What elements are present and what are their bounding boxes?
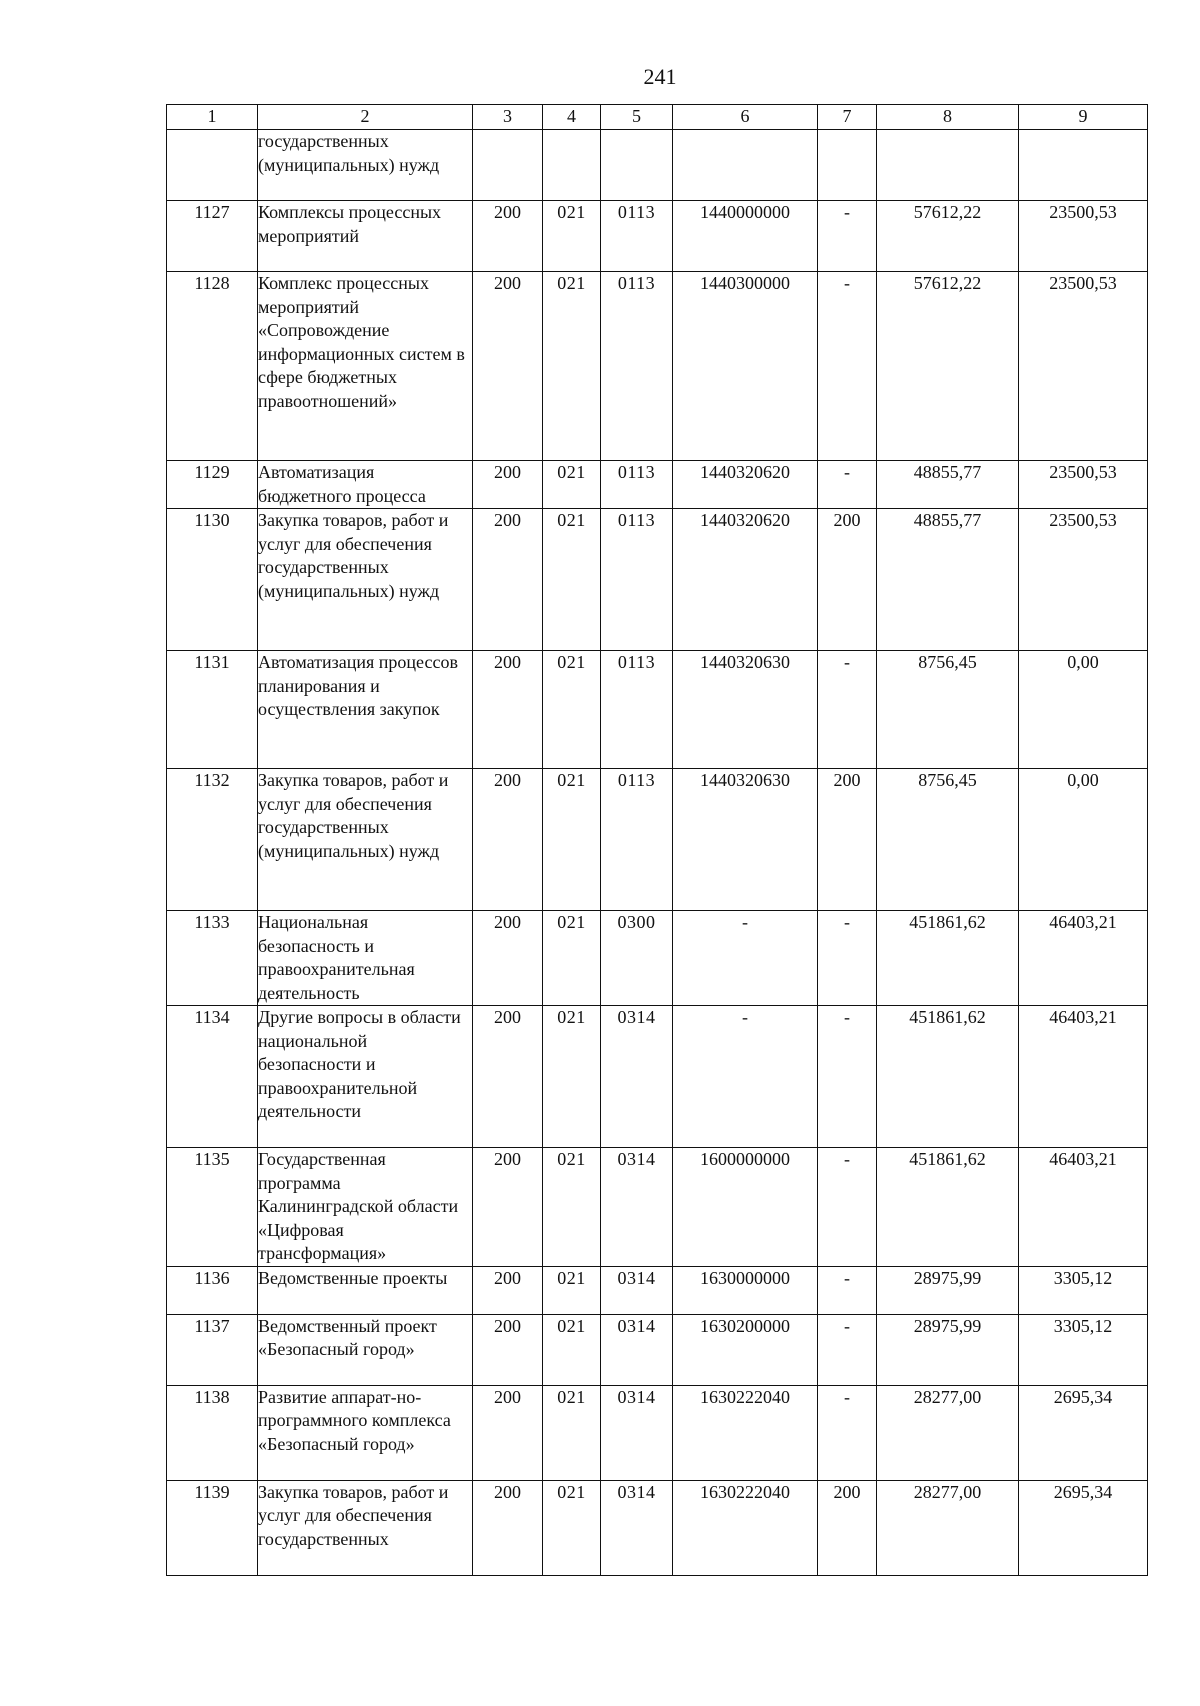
row-number-cell: 1127	[167, 201, 258, 272]
code-cell: -	[818, 1006, 877, 1148]
code-cell: 021	[543, 1385, 601, 1480]
code-cell: 200	[473, 1314, 543, 1385]
code-cell	[543, 130, 601, 201]
amount-cell: 28975,99	[877, 1266, 1019, 1314]
code-cell: 200	[473, 769, 543, 911]
code-cell: 0314	[601, 1480, 673, 1575]
code-cell: 021	[543, 769, 601, 911]
table-row	[167, 1148, 1148, 1267]
amount-cell	[877, 130, 1019, 201]
code-cell: 200	[473, 1266, 543, 1314]
description-cell: Комплексы процессных мероприятий	[258, 201, 473, 272]
code-cell: 1600000000	[673, 1148, 818, 1267]
code-cell	[673, 130, 818, 201]
header-cell: 1	[167, 105, 258, 130]
amount-cell: 48855,77	[877, 509, 1019, 651]
code-cell: 0113	[601, 509, 673, 651]
code-cell	[818, 130, 877, 201]
amount-cell: 23500,53	[1019, 509, 1148, 651]
code-cell: -	[818, 272, 877, 461]
row-number-cell: 1135	[167, 1148, 258, 1267]
code-cell: 021	[543, 461, 601, 509]
row-number-cell: 1133	[167, 911, 258, 1006]
description-cell: Автоматизация процессов планирования и осуществления закупок	[258, 651, 473, 769]
row-number-cell: 1130	[167, 509, 258, 651]
code-cell: 1440320620	[673, 461, 818, 509]
code-cell: 200	[473, 1385, 543, 1480]
description-cell: Комплекс процессных мероприятий «Сопровождение информационных систем в сфере бюджетных правоотношений»	[258, 272, 473, 461]
code-cell: 021	[543, 651, 601, 769]
description-cell: Закупка товаров, работ и услуг для обеспечения государственных (муниципальных) нужд	[258, 509, 473, 651]
table-row	[167, 1266, 1148, 1314]
description-cell: Ведомственный проект «Безопасный город»	[258, 1314, 473, 1385]
code-cell: 021	[543, 1266, 601, 1314]
code-cell: 200	[473, 272, 543, 461]
table-row	[167, 769, 1148, 911]
amount-cell: 8756,45	[877, 651, 1019, 769]
header-cell: 3	[473, 105, 543, 130]
code-cell: 1630200000	[673, 1314, 818, 1385]
code-cell: -	[818, 1148, 877, 1267]
header-cell: 4	[543, 105, 601, 130]
table-row	[167, 130, 1148, 201]
row-number-cell: 1128	[167, 272, 258, 461]
amount-cell: 23500,53	[1019, 272, 1148, 461]
code-cell: 200	[473, 509, 543, 651]
code-cell	[473, 130, 543, 201]
code-cell: 0314	[601, 1385, 673, 1480]
code-cell: 1630222040	[673, 1480, 818, 1575]
description-cell: Закупка товаров, работ и услуг для обеспечения государственных (муниципальных) нужд	[258, 769, 473, 911]
code-cell: 0314	[601, 1148, 673, 1267]
code-cell: 200	[473, 1148, 543, 1267]
code-cell: 200	[818, 509, 877, 651]
amount-cell: 8756,45	[877, 769, 1019, 911]
code-cell: -	[818, 1385, 877, 1480]
table-row	[167, 911, 1148, 1006]
row-number-cell: 1131	[167, 651, 258, 769]
description-cell: Закупка товаров, работ и услуг для обеспечения государственных	[258, 1480, 473, 1575]
code-cell: -	[818, 1266, 877, 1314]
description-cell: Автоматизация бюджетного процесса	[258, 461, 473, 509]
table-row	[167, 1314, 1148, 1385]
code-cell: -	[818, 651, 877, 769]
header-cell: 9	[1019, 105, 1148, 130]
table-row	[167, 201, 1148, 272]
code-cell: -	[818, 201, 877, 272]
header-cell: 8	[877, 105, 1019, 130]
amount-cell: 2695,34	[1019, 1480, 1148, 1575]
amount-cell: 451861,62	[877, 1148, 1019, 1267]
code-cell: 021	[543, 1148, 601, 1267]
code-cell: 021	[543, 911, 601, 1006]
header-row	[167, 105, 1148, 130]
amount-cell: 23500,53	[1019, 201, 1148, 272]
code-cell: 1440320630	[673, 651, 818, 769]
code-cell: 1630222040	[673, 1385, 818, 1480]
code-cell: 200	[473, 1480, 543, 1575]
code-cell: 021	[543, 1480, 601, 1575]
description-cell: государственных (муниципальных) нужд	[258, 130, 473, 201]
code-cell: 200	[473, 651, 543, 769]
code-cell: 0113	[601, 769, 673, 911]
amount-cell: 28277,00	[877, 1480, 1019, 1575]
code-cell: -	[818, 911, 877, 1006]
amount-cell	[1019, 130, 1148, 201]
row-number-cell: 1139	[167, 1480, 258, 1575]
code-cell: 0113	[601, 461, 673, 509]
table-row	[167, 461, 1148, 509]
code-cell: 0314	[601, 1314, 673, 1385]
header-cell: 5	[601, 105, 673, 130]
row-number-cell: 1136	[167, 1266, 258, 1314]
amount-cell: 3305,12	[1019, 1314, 1148, 1385]
code-cell: 200	[818, 1480, 877, 1575]
budget-table	[166, 104, 1148, 1576]
code-cell: 021	[543, 509, 601, 651]
page-number: 241	[643, 64, 677, 89]
code-cell: 200	[818, 769, 877, 911]
amount-cell: 451861,62	[877, 1006, 1019, 1148]
amount-cell: 23500,53	[1019, 461, 1148, 509]
code-cell: -	[673, 1006, 818, 1148]
amount-cell: 451861,62	[877, 911, 1019, 1006]
table-row	[167, 509, 1148, 651]
amount-cell: 48855,77	[877, 461, 1019, 509]
row-number-cell: 1132	[167, 769, 258, 911]
code-cell: 1440320620	[673, 509, 818, 651]
code-cell: -	[818, 461, 877, 509]
code-cell: -	[818, 1314, 877, 1385]
description-cell: Ведомственные проекты	[258, 1266, 473, 1314]
code-cell: 0113	[601, 201, 673, 272]
code-cell: 0113	[601, 651, 673, 769]
table-row	[167, 272, 1148, 461]
description-cell: Другие вопросы в области национальной безопасности и правоохранительной деятельности	[258, 1006, 473, 1148]
amount-cell: 0,00	[1019, 769, 1148, 911]
code-cell: 200	[473, 201, 543, 272]
row-number-cell: 1129	[167, 461, 258, 509]
code-cell: 021	[543, 1006, 601, 1148]
code-cell	[601, 130, 673, 201]
code-cell: 200	[473, 1006, 543, 1148]
description-cell: Национальная безопасность и правоохранительная деятельность	[258, 911, 473, 1006]
amount-cell: 28975,99	[877, 1314, 1019, 1385]
code-cell: 0300	[601, 911, 673, 1006]
table-row	[167, 1480, 1148, 1575]
code-cell: -	[673, 911, 818, 1006]
code-cell: 200	[473, 461, 543, 509]
code-cell: 0113	[601, 272, 673, 461]
amount-cell: 46403,21	[1019, 1006, 1148, 1148]
row-number-cell: 1137	[167, 1314, 258, 1385]
amount-cell: 46403,21	[1019, 911, 1148, 1006]
amount-cell: 57612,22	[877, 201, 1019, 272]
code-cell: 021	[543, 201, 601, 272]
amount-cell: 28277,00	[877, 1385, 1019, 1480]
code-cell: 1440300000	[673, 272, 818, 461]
code-cell: 200	[473, 911, 543, 1006]
code-cell: 1440320630	[673, 769, 818, 911]
description-cell: Государственная программа Калининградской области «Цифровая трансформация»	[258, 1148, 473, 1267]
amount-cell: 0,00	[1019, 651, 1148, 769]
row-number-cell: 1138	[167, 1385, 258, 1480]
row-number-cell: 1134	[167, 1006, 258, 1148]
description-cell: Развитие аппарат-но-программного комплекса «Безопасный город»	[258, 1385, 473, 1480]
row-number-cell	[167, 130, 258, 201]
amount-cell: 46403,21	[1019, 1148, 1148, 1267]
code-cell: 021	[543, 1314, 601, 1385]
amount-cell: 2695,34	[1019, 1385, 1148, 1480]
table-row	[167, 651, 1148, 769]
header-cell: 2	[258, 105, 473, 130]
table-row	[167, 1385, 1148, 1480]
amount-cell: 3305,12	[1019, 1266, 1148, 1314]
code-cell: 1440000000	[673, 201, 818, 272]
amount-cell: 57612,22	[877, 272, 1019, 461]
code-cell: 1630000000	[673, 1266, 818, 1314]
code-cell: 0314	[601, 1006, 673, 1148]
table-row	[167, 1006, 1148, 1148]
code-cell: 0314	[601, 1266, 673, 1314]
header-cell: 7	[818, 105, 877, 130]
header-cell: 6	[673, 105, 818, 130]
code-cell: 021	[543, 272, 601, 461]
